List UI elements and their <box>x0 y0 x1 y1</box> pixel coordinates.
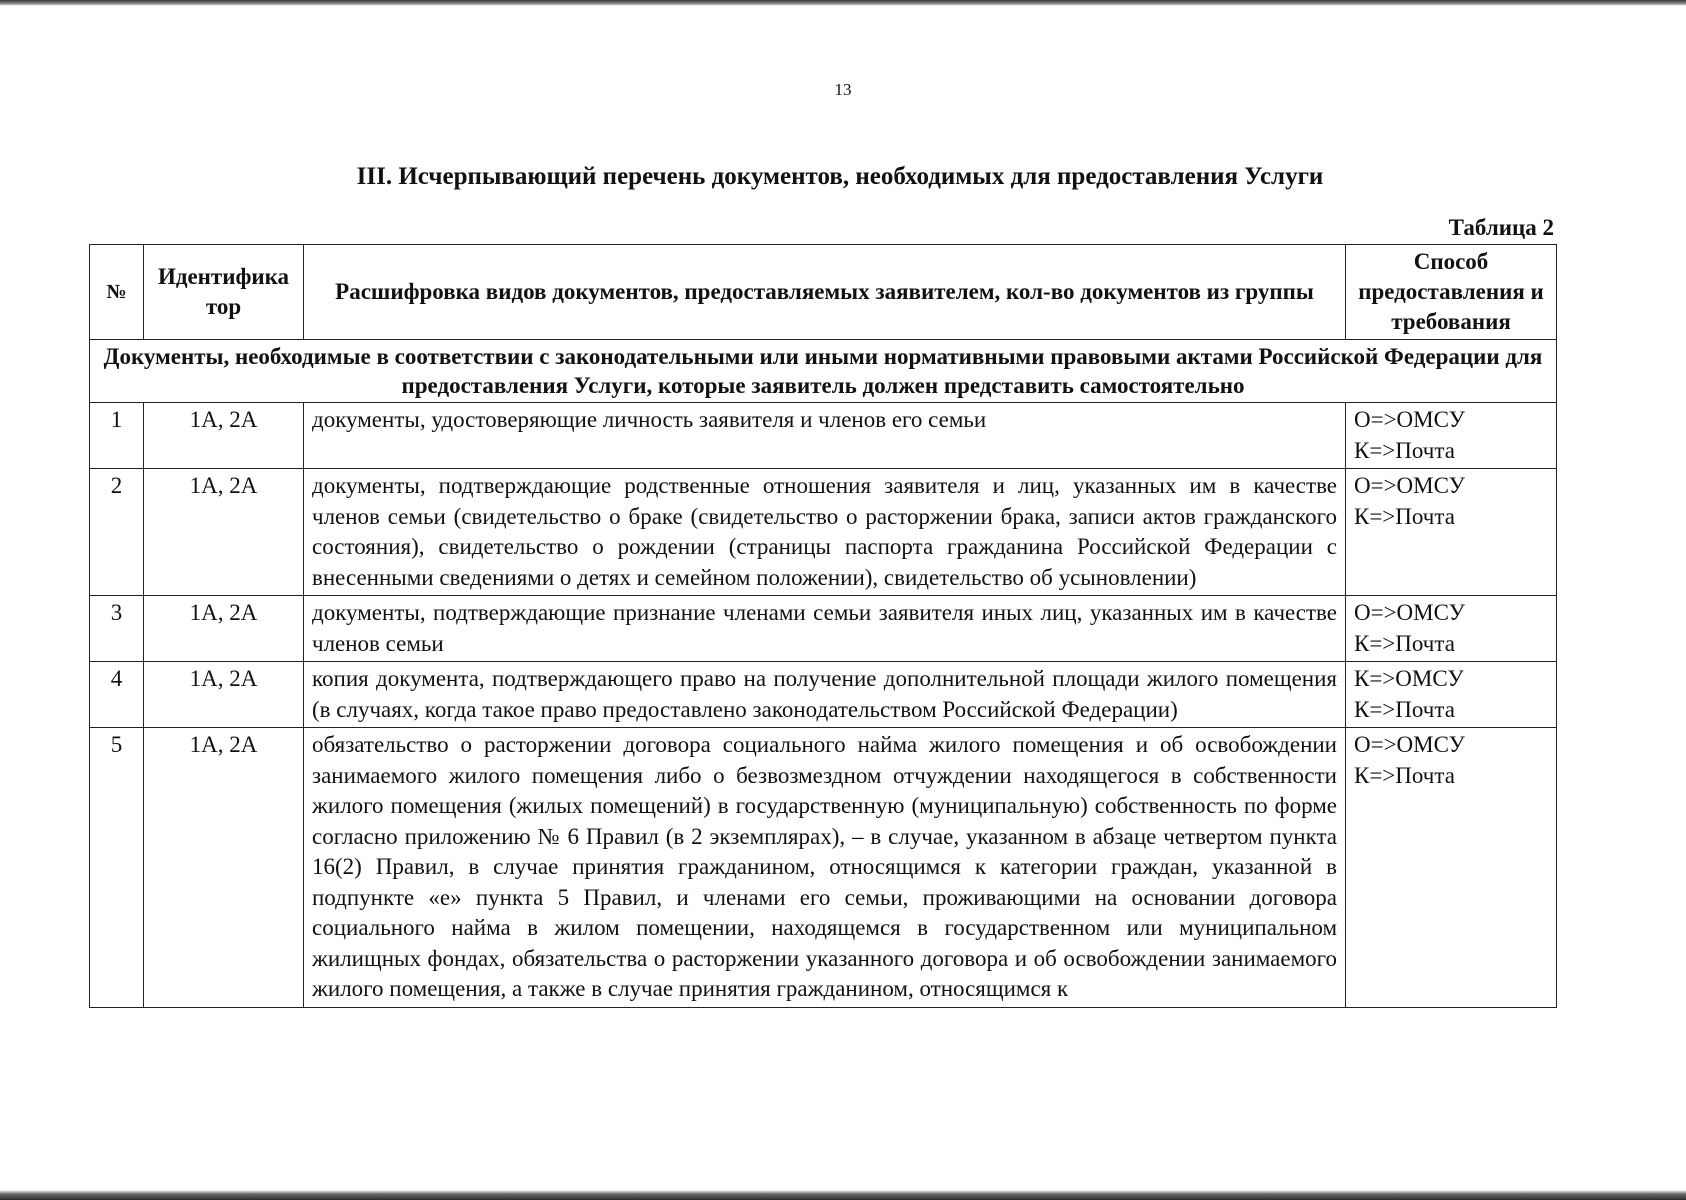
method-line: К=>Почта <box>1354 762 1455 788</box>
method-line: К=>Почта <box>1354 696 1455 722</box>
header-identifier: Идентификатор <box>144 245 304 340</box>
row-description: обязательство о расторжении договора социального найма жилого помещения и об освобождении занимаемого жилого помещения либо о безвозмездном отчуждении находящегося в собственности жилого помещения (жилых помещений) в государственную (муниципальную) собственность по форме согласно приложению № 6 Правил (в 2 экземплярах), – в случае, указанном в абзаце четвертом пункта 16(2) Правил, в случае принятия гражданином, относящимся к категории граждан, указанной в подпункте «е» пункта 5 Правил, и членами его семьи, проживающими на основании договора социального найма в жилом помещении, находящемся в государственном или муниципальном жилищных фондах, обязательства о расторжении указанного договора и об освобождении занимаемого жилого помещения, а также в случае принятия гражданином, относящимся к <box>304 728 1346 1008</box>
table-row <box>90 728 1557 1008</box>
method-line: К=>ОМСУ <box>1354 666 1464 691</box>
row-description: документы, подтверждающие признание членами семьи заявителя иных лиц, указанных им в качестве членов семьи <box>304 596 1346 662</box>
table-row <box>90 662 1557 728</box>
row-description: документы, удостоверяющие личность заявителя и членов его семьи <box>304 403 1346 469</box>
scan-edge-bottom <box>0 1190 1686 1200</box>
section-title: III. Исчерпывающий перечень документов, необходимых для предоставления Услуги <box>356 163 1324 190</box>
method-line: О=>ОМСУ <box>1354 473 1465 498</box>
row-identifier: 1А, 2А <box>144 662 304 728</box>
method-line: О=>ОМСУ <box>1354 732 1465 757</box>
header-num: № <box>90 245 144 340</box>
row-description: документы, подтверждающие родственные отношения заявителя и лиц, указанных им в качестве членов семьи (свидетельство о браке (свидетельство о расторжении брака, записи актов гражданского состояния), свидетельство о рождении (страницы паспорта гражданина Российской Федерации с внесенными сведениями о детях и семейном положении), свидетельство об усыновлении) <box>304 469 1346 596</box>
method-line: К=>Почта <box>1354 630 1455 656</box>
row-method <box>1346 596 1557 662</box>
table-row <box>90 469 1557 596</box>
page-number: 13 <box>834 80 852 99</box>
method-line: К=>Почта <box>1354 503 1455 529</box>
row-method <box>1346 662 1557 728</box>
row-method <box>1346 469 1557 596</box>
header-method: Способ предоставления и требования <box>1346 245 1557 340</box>
row-number: 5 <box>90 728 144 1008</box>
row-method <box>1346 728 1557 1008</box>
table-row <box>90 403 1557 469</box>
group-title: Документы, необходимые в соответствии с законодательными или иными нормативными правовыми актами Российской Федерации для предоставления Услуги, которые заявитель должен представить самостоятельно <box>90 340 1557 403</box>
row-method <box>1346 403 1557 469</box>
row-identifier: 1А, 2А <box>144 403 304 469</box>
scan-edge-top <box>0 0 1686 6</box>
method-line: К=>Почта <box>1354 437 1455 463</box>
row-identifier: 1А, 2А <box>144 596 304 662</box>
method-line: О=>ОМСУ <box>1354 407 1465 432</box>
row-identifier: 1А, 2А <box>144 728 304 1008</box>
row-identifier: 1А, 2А <box>144 469 304 596</box>
group-header-row <box>90 340 1557 403</box>
row-number: 2 <box>90 469 144 596</box>
table-header-row <box>90 245 1557 340</box>
documents-table <box>89 244 1557 1008</box>
row-number: 3 <box>90 596 144 662</box>
header-description: Расшифровка видов документов, предоставляемых заявителем, кол-во документов из группы <box>304 245 1346 340</box>
row-number: 4 <box>90 662 144 728</box>
table-row <box>90 596 1557 662</box>
row-description: копия документа, подтверждающего право на получение дополнительной площади жилого помещения (в случаях, когда такое право предоставлено законодательством Российской Федерации) <box>304 662 1346 728</box>
method-line: О=>ОМСУ <box>1354 600 1465 625</box>
table-caption: Таблица 2 <box>1448 215 1554 240</box>
row-number: 1 <box>90 403 144 469</box>
